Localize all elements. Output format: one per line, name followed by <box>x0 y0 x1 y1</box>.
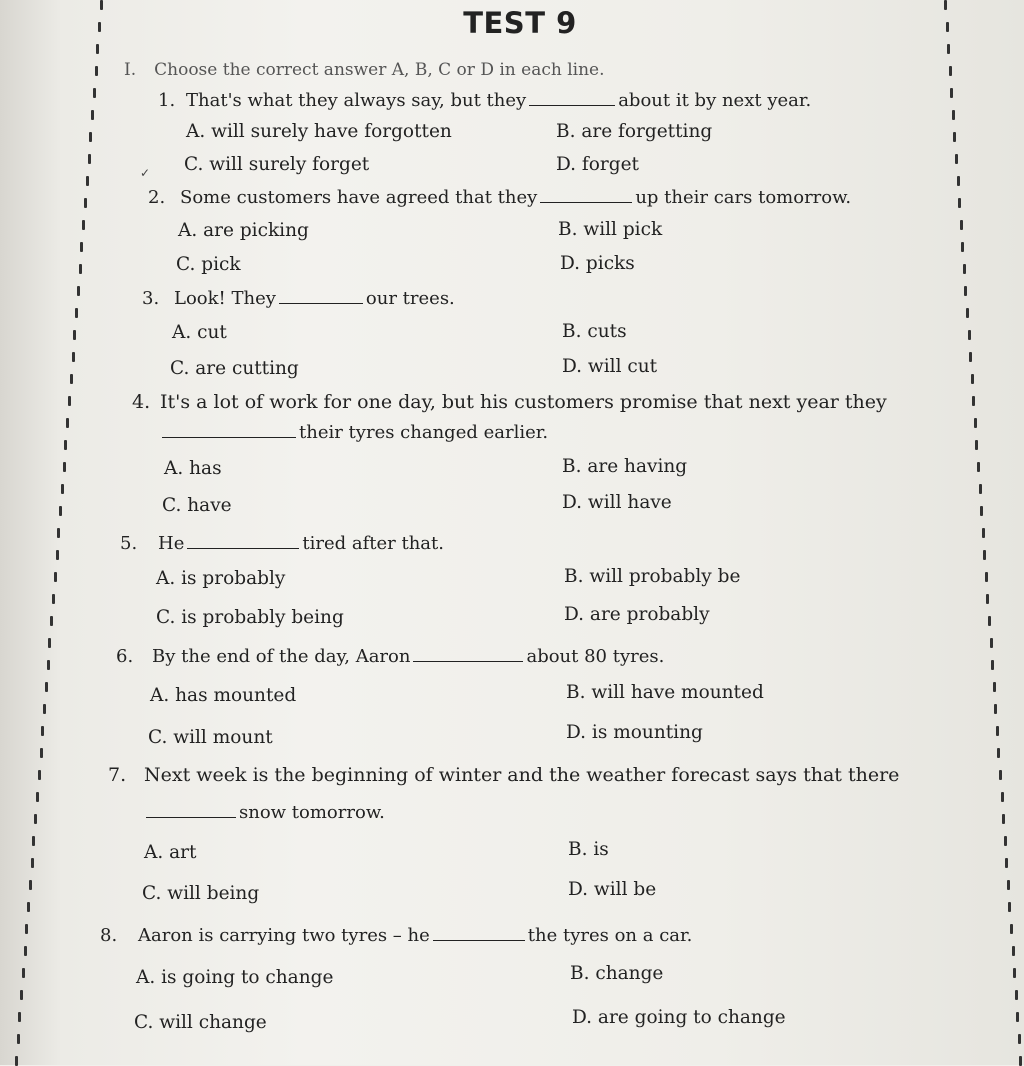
option-a[interactable]: A. will surely have forgotten <box>186 121 452 142</box>
question-text-after: snow tomorrow. <box>239 802 385 823</box>
option-d[interactable]: D. picks <box>560 253 635 274</box>
perforation-mark <box>972 396 975 406</box>
perforation-mark <box>75 308 78 318</box>
perforation-mark <box>24 946 27 956</box>
option-a[interactable]: A. has <box>164 458 222 479</box>
perforation-mark <box>95 66 98 76</box>
perforation-mark <box>966 308 969 318</box>
question-text: It's a lot of work for one day, but his customers promise that next year they <box>160 391 887 413</box>
perforation-mark <box>70 374 73 384</box>
perforation-mark <box>1008 902 1011 912</box>
perforation-mark <box>953 132 956 142</box>
question-7: 7. Next week is the beginning of winter and the weather forecast says that there <box>108 764 900 786</box>
question-text-after: their tyres changed earlier. <box>299 422 549 443</box>
option-a[interactable]: A. cut <box>172 322 227 343</box>
perforation-mark <box>1016 1012 1019 1022</box>
perforation-mark <box>971 374 974 384</box>
right-perforation <box>0 0 6 1065</box>
question-text: He <box>158 533 185 554</box>
pencil-mark-icon: ✓ <box>140 166 151 180</box>
perforation-mark <box>968 330 971 340</box>
perforation-mark <box>34 814 37 824</box>
perforation-mark <box>963 264 966 274</box>
instruction-number: I. <box>124 60 137 80</box>
perforation-mark <box>27 902 30 912</box>
perforation-mark <box>29 880 32 890</box>
option-c[interactable]: C. are cutting <box>170 358 299 379</box>
perforation-mark <box>45 682 48 692</box>
perforation-mark <box>975 440 978 450</box>
perforation-mark <box>61 484 64 494</box>
perforation-mark <box>947 44 950 54</box>
option-d[interactable]: D. is mounting <box>566 722 703 743</box>
option-d[interactable]: D. are going to change <box>572 1007 786 1028</box>
question-text: Look! They <box>174 288 276 309</box>
question-4: 4. It's a lot of work for one day, but his customers promise that next year they <box>132 391 887 413</box>
option-b[interactable]: B. cuts <box>562 321 627 342</box>
perforation-mark <box>1015 990 1018 1000</box>
answer-blank[interactable] <box>187 534 299 549</box>
perforation-mark <box>93 88 96 98</box>
perforation-mark <box>31 858 34 868</box>
instruction-text: Choose the correct answer A, B, C or D in each line. <box>154 60 605 80</box>
perforation-mark <box>89 132 92 142</box>
perforation-mark <box>958 198 961 208</box>
perforation-mark <box>77 286 80 296</box>
question-3: 3. Look! They our trees. <box>142 288 455 309</box>
answer-blank[interactable] <box>433 926 525 941</box>
option-c[interactable]: C. have <box>162 495 232 516</box>
perforation-mark <box>960 220 963 230</box>
perforation-mark <box>43 704 46 714</box>
perforation-mark <box>63 462 66 472</box>
perforation-mark <box>38 770 41 780</box>
perforation-mark <box>988 616 991 626</box>
perforation-mark <box>80 242 83 252</box>
perforation-mark <box>72 352 75 362</box>
instruction <box>124 60 605 80</box>
option-d[interactable]: D. forget <box>556 154 639 175</box>
option-d[interactable]: D. will be <box>568 879 657 900</box>
perforation-mark <box>84 198 87 208</box>
question-5: 5. He tired after that. <box>120 533 444 554</box>
perforation-mark <box>1001 792 1004 802</box>
perforation-mark <box>982 528 985 538</box>
question-text-after: up their cars tomorrow. <box>635 187 852 208</box>
option-d[interactable]: D. will have <box>562 492 672 513</box>
perforation-mark <box>36 792 39 802</box>
perforation-mark <box>997 748 1000 758</box>
perforation-mark <box>983 550 986 560</box>
option-b[interactable]: B. is <box>568 839 609 860</box>
perforation-mark <box>73 330 76 340</box>
question-2: 2. Some customers have agreed that they up their cars tomorrow. <box>148 187 852 208</box>
perforation-mark <box>18 1012 21 1022</box>
option-b[interactable]: B. change <box>570 963 664 984</box>
perforation-mark <box>82 220 85 230</box>
perforation-mark <box>985 572 988 582</box>
perforation-mark <box>41 726 44 736</box>
question-4-line-2 <box>162 422 548 443</box>
perforation-mark <box>47 660 50 670</box>
perforation-mark <box>50 616 53 626</box>
answer-blank[interactable] <box>413 647 523 662</box>
perforation-mark <box>996 726 999 736</box>
option-d[interactable]: D. will cut <box>562 356 658 377</box>
perforation-mark <box>1010 924 1013 934</box>
perforation-mark <box>17 1034 20 1044</box>
page-title: TEST 9 <box>463 6 577 40</box>
answer-blank[interactable] <box>162 423 296 438</box>
perforation-mark <box>979 484 982 494</box>
perforation-mark <box>999 770 1002 780</box>
question-text: Some customers have agreed that they <box>180 187 538 208</box>
perforation-mark <box>1005 858 1008 868</box>
option-c[interactable]: C. will change <box>134 1012 267 1033</box>
perforation-mark <box>1004 836 1007 846</box>
perforation-mark <box>961 242 964 252</box>
perforation-mark <box>56 550 59 560</box>
perforation-mark <box>952 110 955 120</box>
perforation-mark <box>54 572 57 582</box>
perforation-mark <box>1002 814 1005 824</box>
answer-blank[interactable] <box>529 91 615 106</box>
perforation-mark <box>91 110 94 120</box>
option-c[interactable]: C. will mount <box>148 727 273 748</box>
perforation-mark <box>22 968 25 978</box>
option-b[interactable]: B. will probably be <box>564 566 741 587</box>
perforation-mark <box>1007 880 1010 890</box>
option-b[interactable]: B. will pick <box>558 219 663 240</box>
option-a[interactable]: A. are picking <box>178 220 309 241</box>
question-1: 1. That's what they always say, but they about it by next year. <box>158 90 812 111</box>
option-c[interactable]: C. pick <box>176 254 241 275</box>
perforation-mark <box>980 506 983 516</box>
answer-blank[interactable] <box>146 803 236 818</box>
perforation-mark <box>969 352 972 362</box>
perforation-mark <box>79 264 82 274</box>
option-b[interactable]: B. are having <box>562 456 688 477</box>
perforation-mark <box>86 176 89 186</box>
question-6: 6. By the end of the day, Aaron about 80 tyres. <box>116 646 665 667</box>
perforation-mark <box>990 638 993 648</box>
question-text-after: the tyres on a car. <box>527 925 693 946</box>
perforation-mark <box>66 418 69 428</box>
question-text: By the end of the day, Aaron <box>152 646 411 667</box>
perforation-mark <box>59 506 62 516</box>
perforation-mark <box>20 990 23 1000</box>
option-a[interactable]: A. has mounted <box>150 685 297 706</box>
option-c[interactable]: C. will surely forget <box>184 154 370 175</box>
perforation-mark <box>994 704 997 714</box>
perforation-mark <box>977 462 980 472</box>
perforation-mark <box>957 176 960 186</box>
perforation-mark <box>950 88 953 98</box>
option-b[interactable]: B. will have mounted <box>566 682 764 703</box>
perforation-mark <box>68 396 71 406</box>
question-text-after: about it by next year. <box>618 90 812 111</box>
perforation-mark <box>991 660 994 670</box>
perforation-mark <box>88 154 91 164</box>
perforation-mark <box>974 418 977 428</box>
option-c[interactable]: C. will being <box>142 883 260 904</box>
question-text: Aaron is carrying two tyres – he <box>138 925 430 946</box>
perforation-mark <box>64 440 67 450</box>
perforation-mark <box>1018 1034 1021 1044</box>
question-text-after: our trees. <box>365 288 455 309</box>
question-8: 8. Aaron is carrying two tyres – he the tyres on a car. <box>100 925 693 946</box>
perforation-mark <box>52 594 55 604</box>
perforation-mark <box>1012 946 1015 956</box>
option-d[interactable]: D. are probably <box>564 604 710 625</box>
perforation-mark <box>986 594 989 604</box>
perforation-mark <box>1013 968 1016 978</box>
question-text: Next week is the beginning of winter and the weather forecast says that there <box>144 764 900 786</box>
option-a[interactable]: A. art <box>144 842 197 863</box>
perforation-mark <box>40 748 43 758</box>
perforation-mark <box>25 924 28 934</box>
option-c[interactable]: C. is probably being <box>156 607 344 628</box>
perforation-mark <box>96 44 99 54</box>
question-text-after: about 80 tyres. <box>526 646 665 667</box>
perforation-mark <box>949 66 952 76</box>
question-text: That's what they always say, but they <box>186 90 527 111</box>
perforation-mark <box>32 836 35 846</box>
option-a[interactable]: A. is going to change <box>136 967 334 988</box>
question-text-after: tired after that. <box>302 533 444 554</box>
perforation-mark <box>964 286 967 296</box>
question-7-line-2 <box>146 802 385 823</box>
option-b[interactable]: B. are forgetting <box>556 121 713 142</box>
perforation-mark <box>57 528 60 538</box>
perforation-mark <box>48 638 51 648</box>
answer-blank[interactable] <box>279 289 363 304</box>
perforation-mark <box>955 154 958 164</box>
option-a[interactable]: A. is probably <box>156 568 286 589</box>
answer-blank[interactable] <box>540 188 632 203</box>
perforation-mark <box>993 682 996 692</box>
